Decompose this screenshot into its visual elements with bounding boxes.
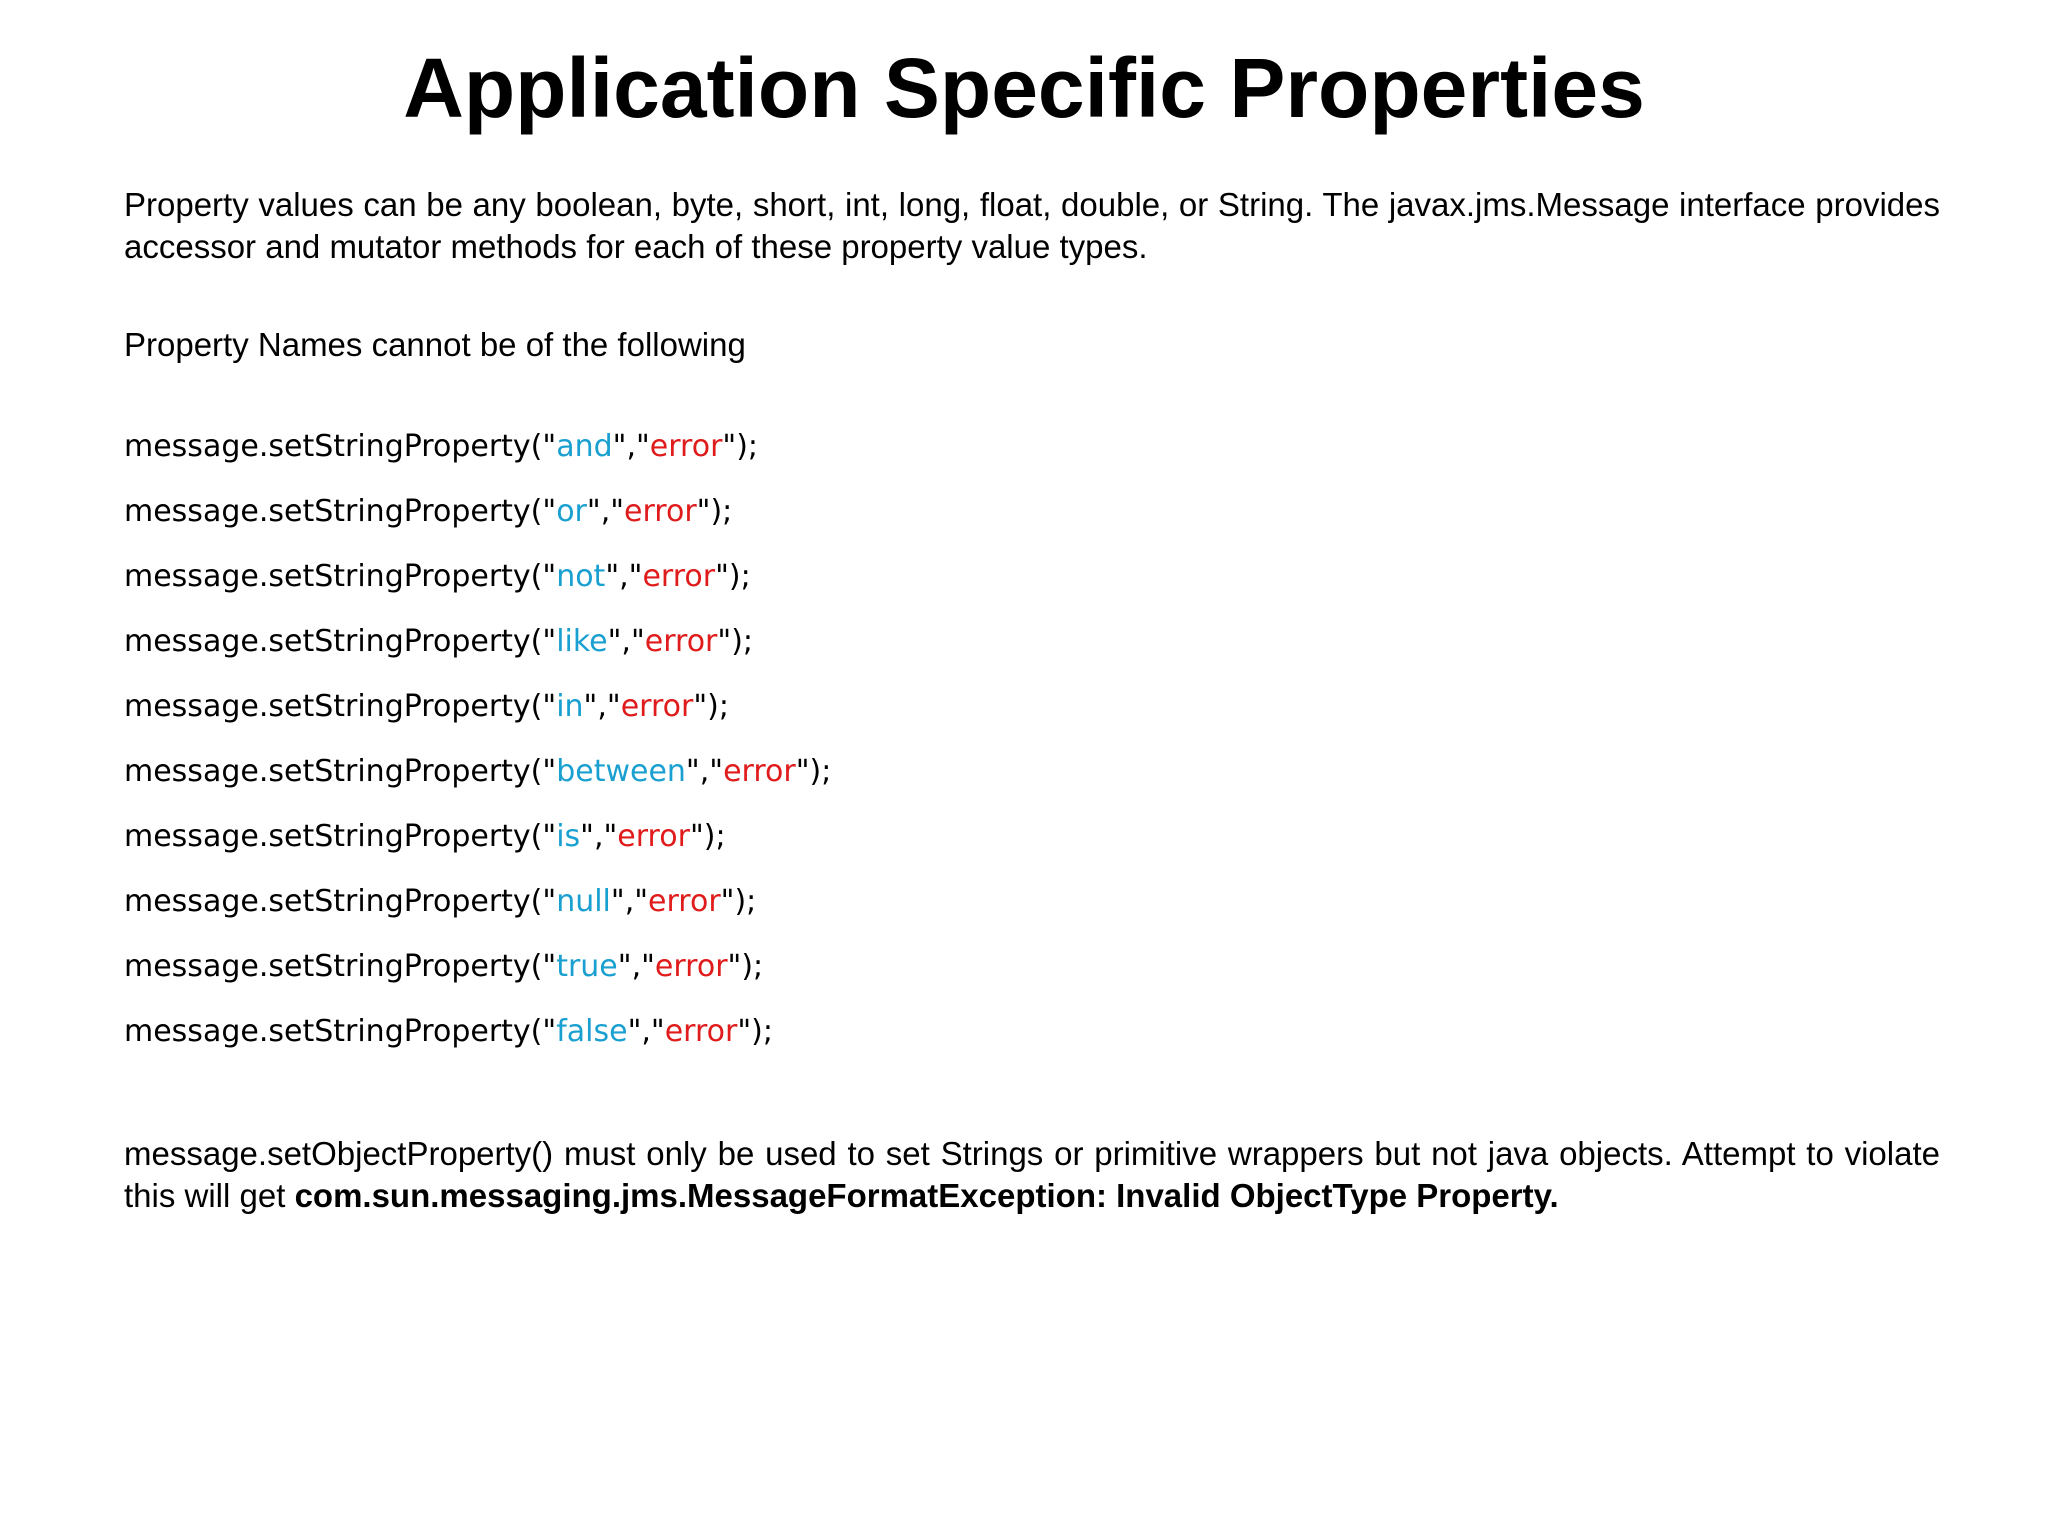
code-suffix: "); bbox=[696, 494, 733, 529]
property-name: in bbox=[556, 689, 584, 724]
code-middle: "," bbox=[610, 884, 649, 919]
code-line bbox=[124, 674, 831, 739]
code-line bbox=[124, 739, 831, 804]
property-value: error bbox=[617, 819, 690, 854]
property-value: error bbox=[664, 1014, 738, 1049]
property-name: null bbox=[556, 884, 611, 919]
outro-text: message.setObjectProperty() must only be used to set Strings or primitive wrappers but not java objects. Attempt to violate this will get bbox=[124, 1135, 1940, 1214]
property-name: like bbox=[556, 624, 608, 659]
code-middle: "," bbox=[580, 819, 618, 854]
code-middle: "," bbox=[583, 689, 621, 724]
code-suffix: "); bbox=[737, 1014, 773, 1049]
code-prefix: message.setStringProperty(" bbox=[124, 949, 557, 984]
property-name: false bbox=[556, 1014, 628, 1049]
code-line bbox=[124, 544, 831, 609]
code-prefix: message.setStringProperty(" bbox=[124, 754, 557, 789]
property-value: error bbox=[654, 949, 728, 984]
property-name: not bbox=[556, 559, 606, 594]
code-suffix: "); bbox=[693, 689, 729, 724]
property-name: is bbox=[556, 819, 581, 854]
slide-title: Application Specific Properties bbox=[403, 41, 1645, 135]
property-value: error bbox=[624, 494, 697, 529]
code-line bbox=[124, 414, 831, 479]
code-middle: "," bbox=[685, 754, 724, 789]
code-prefix: message.setStringProperty(" bbox=[124, 884, 557, 919]
code-line bbox=[124, 479, 831, 544]
property-value: error bbox=[620, 689, 694, 724]
code-line bbox=[124, 999, 831, 1064]
property-value: error bbox=[644, 624, 718, 659]
property-value: error bbox=[723, 754, 796, 789]
code-line bbox=[124, 869, 831, 934]
code-line bbox=[124, 609, 831, 674]
code-examples-list bbox=[124, 414, 831, 1064]
code-middle: "," bbox=[627, 1014, 665, 1049]
code-suffix: "); bbox=[722, 429, 759, 464]
code-line bbox=[124, 804, 831, 869]
code-middle: "," bbox=[605, 559, 643, 594]
code-middle: "," bbox=[607, 624, 645, 659]
outro-paragraph bbox=[124, 1133, 1940, 1217]
property-name: or bbox=[556, 494, 587, 529]
code-prefix: message.setStringProperty(" bbox=[124, 559, 557, 594]
code-prefix: message.setStringProperty(" bbox=[124, 689, 557, 724]
property-names-heading: Property Names cannot be of the following bbox=[124, 326, 746, 363]
property-name: between bbox=[556, 754, 686, 789]
code-suffix: "); bbox=[795, 754, 832, 789]
property-value: error bbox=[648, 884, 721, 919]
code-prefix: message.setStringProperty(" bbox=[124, 624, 557, 659]
code-prefix: message.setStringProperty(" bbox=[124, 494, 557, 529]
code-suffix: "); bbox=[715, 559, 751, 594]
code-prefix: message.setStringProperty(" bbox=[124, 819, 557, 854]
exception-name: com.sun.messaging.jms.MessageFormatException: Invalid ObjectType Property. bbox=[294, 1177, 1559, 1214]
code-prefix: message.setStringProperty(" bbox=[124, 429, 557, 464]
code-suffix: "); bbox=[727, 949, 764, 984]
code-middle: "," bbox=[612, 429, 650, 464]
property-name: and bbox=[556, 429, 613, 464]
code-suffix: "); bbox=[720, 884, 757, 919]
code-line bbox=[124, 934, 831, 999]
property-name: true bbox=[556, 949, 618, 984]
property-value: error bbox=[649, 429, 723, 464]
code-middle: "," bbox=[617, 949, 655, 984]
property-value: error bbox=[642, 559, 716, 594]
code-prefix: message.setStringProperty(" bbox=[124, 1014, 557, 1049]
code-suffix: "); bbox=[689, 819, 726, 854]
intro-paragraph: Property values can be any boolean, byte, short, int, long, float, double, or String. The javax.jms.Message interface provides accessor and mutator methods for each of these property value types. bbox=[124, 186, 1940, 265]
code-suffix: "); bbox=[717, 624, 754, 659]
code-middle: "," bbox=[586, 494, 625, 529]
